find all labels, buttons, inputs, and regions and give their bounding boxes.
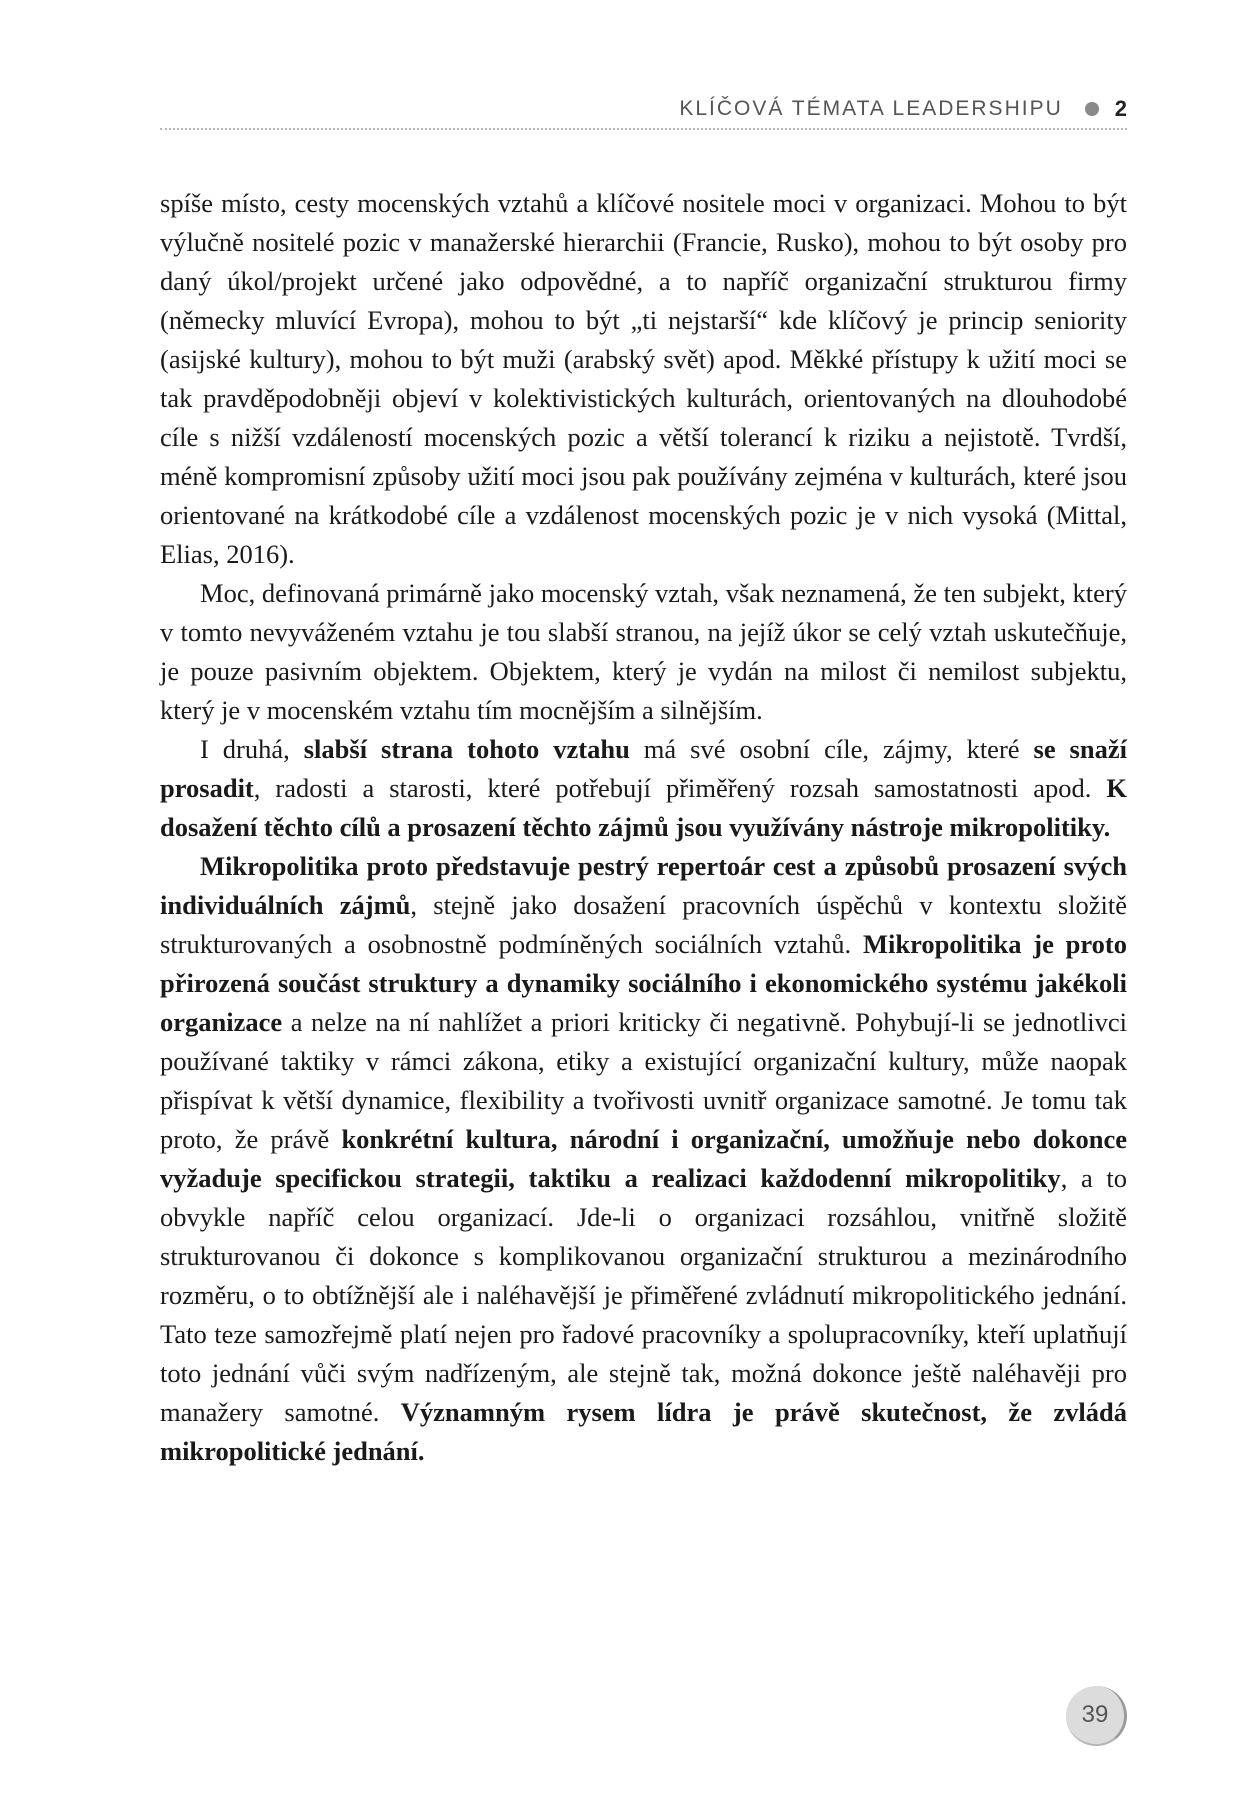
- bold-text: Významným rysem lídra je právě skutečnost, že zvládá mikropolitické jednání.: [160, 1397, 1127, 1466]
- text-run: , a to obvykle napříč celou organizací. Jde-li o organizaci rozsáhlou, vnitřně složitě strukturovanou či dokonce s komplikovanou organizační strukturou a mezinárodního rozměru, o to obtížnější ale i naléhavější je přiměřené zvládnutí mikropolitického jednání. Tato teze samozřejmě platí nejen pro řadové pracovníky a spolupracovníky, kteří uplatňují toto jednání vůči svým nadřízeným, ale stejně tak, možná dokonce ještě naléhavěji pro manažery samotné.: [160, 1163, 1127, 1427]
- paragraph: [160, 574, 1127, 730]
- bullet-dot-icon: [1085, 102, 1099, 116]
- bold-text: se snaží prosadit: [160, 734, 1127, 803]
- header-divider: [160, 128, 1127, 130]
- bold-text: Mikropolitika proto představuje pestrý repertoár cest a způsobů prosazení svých individuálních zájmů: [160, 851, 1127, 920]
- bold-text: K dosažení těchto cílů a prosazení těchto zájmů jsou využívány nástroje mikropolitiky.: [160, 773, 1127, 842]
- page-number: 39: [1081, 1701, 1109, 1728]
- text-run: spíše místo, cesty mocenských vztahů a klíčové nositele moci v organizaci. Mohou to být výlučně nositelé pozic v manažerské hierarchii (Francie, Rusko), mohou to být osoby pro daný úkol/projekt určené jako odpovědné, a to napříč organizační strukturou firmy (německy mluvící Evropa), mohou to být „ti nejstarší“ kde klíčový je princip seniority (asijské kultury), mohou to být muži (arabský svět) apod. Měkké přístupy k užití moci se tak pravděpodobněji objeví v kolektivistických kulturách, orientovaných na dlouhodobé cíle s nižší vzdáleností mocenských pozic a větší tolerancí k riziku a nejistotě. Tvrdší, méně kompromisní způsoby užití moci jsou pak používány zejména v kulturách, které jsou orientované na krátkodobé cíle a vzdálenost mocenských pozic je v nich vysoká (Mittal, Elias, 2016).: [160, 188, 1127, 569]
- running-header: [679, 96, 1127, 122]
- page-number-badge: [1066, 1686, 1127, 1746]
- bold-text: slabší strana tohoto vztahu: [303, 734, 630, 764]
- bold-text: konkrétní kultura, národní i organizační, umožňuje nebo dokonce vyžaduje specifickou strategii, taktiku a realizaci každodenní mikropolitiky: [160, 1124, 1127, 1193]
- paragraph: [160, 730, 1127, 847]
- text-run: , stejně jako dosažení pracovních úspěchů v kontextu složitě strukturovaných a osobnostně podmíněných sociálních vztahů.: [160, 890, 1127, 959]
- body-text: [160, 184, 1127, 1471]
- text-run: I druhá,: [200, 734, 304, 764]
- bold-text: Mikropolitika je proto přirozená součást struktury a dynamiky sociálního i ekonomického systému jakékoli organizace: [160, 929, 1128, 1037]
- paragraph: [160, 847, 1127, 1471]
- text-run: Moc, definovaná primárně jako mocenský vztah, však neznamená, že ten subjekt, který v tomto nevyváženém vztahu je tou slabší stranou, na jejíž úkor se celý vztah uskutečňuje, je pouze pasivním objektem. Objektem, který je vydán na milost či nemilost subjektu, který je v mocenském vztahu tím mocnějším a silnějším.: [160, 578, 1127, 725]
- text-run: , radosti a starosti, které potřebují přiměřený rozsah samostatnosti apod.: [253, 773, 1107, 803]
- text-run: a nelze na ní nahlížet a priori kriticky či negativně. Pohybují-li se jednotlivci používané taktiky v rámci zákona, etiky a existující organizační kultury, může naopak přispívat k větší dynamice, flexibility a tvořivosti uvnitř organizace samotné. Je tomu tak proto, že právě: [160, 1007, 1127, 1154]
- paragraph: [160, 184, 1127, 574]
- header-title: KLÍČOVÁ TÉMATA LEADERSHIPU: [679, 97, 1063, 120]
- chapter-number: 2: [1114, 96, 1127, 121]
- text-run: má své osobní cíle, zájmy, které: [629, 734, 1034, 764]
